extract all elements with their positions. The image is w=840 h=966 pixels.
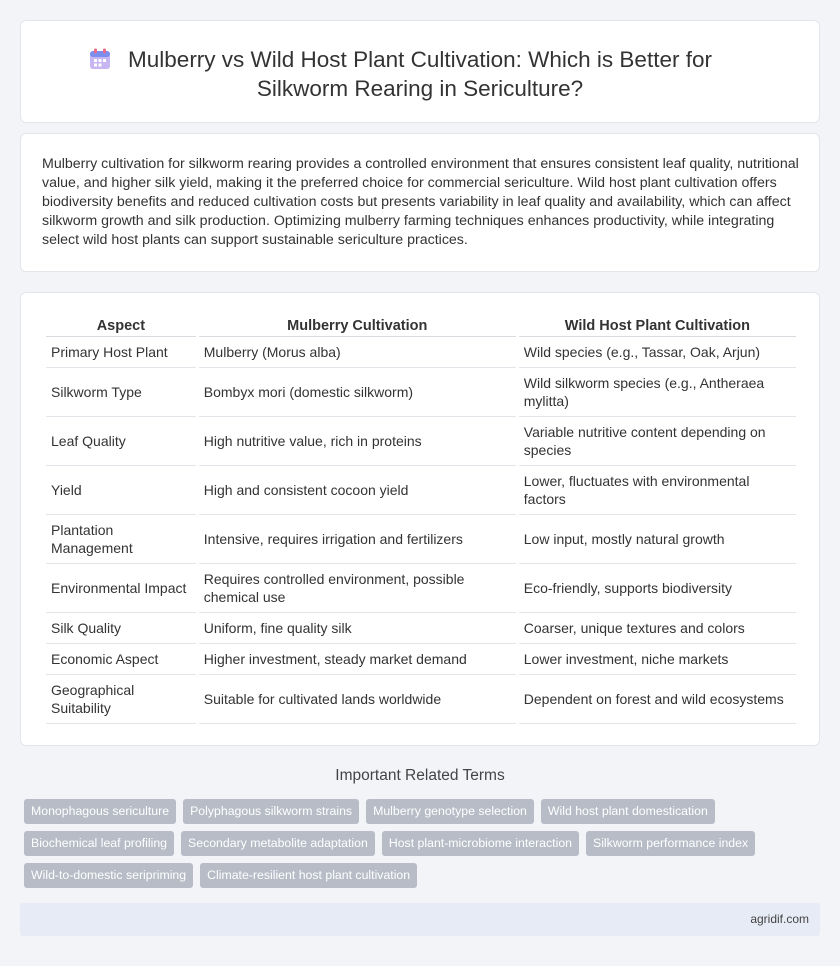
related-term-tag[interactable]: Host plant-microbiome interaction (382, 831, 579, 856)
related-terms-heading: Important Related Terms (335, 767, 505, 784)
table-cell-mulberry: Intensive, requires irrigation and fertilizers (199, 515, 516, 564)
table-header-row (46, 315, 796, 337)
table-row (46, 466, 796, 515)
table-cell-aspect: Environmental Impact (46, 564, 196, 613)
page-title-line-1: Mulberry vs Wild Host Plant Cultivation: Which is Better for (128, 47, 712, 72)
table-cell-aspect: Geographical Suitability (46, 675, 196, 724)
related-term-tag[interactable]: Polyphagous silkworm strains (183, 799, 359, 824)
table-cell-mulberry: High and consistent cocoon yield (199, 466, 516, 515)
table-cell-wild: Low input, mostly natural growth (519, 515, 796, 564)
table-cell-mulberry: Uniform, fine quality silk (199, 613, 516, 644)
table-cell-wild: Dependent on forest and wild ecosystems (519, 675, 796, 724)
table-cell-aspect: Silkworm Type (46, 368, 196, 417)
table-cell-wild: Coarser, unique textures and colors (519, 613, 796, 644)
page-title (128, 45, 712, 103)
title-card (20, 20, 820, 123)
table-row (46, 417, 796, 466)
related-term-tag[interactable]: Monophagous sericulture (24, 799, 176, 824)
table-cell-mulberry: High nutritive value, rich in proteins (199, 417, 516, 466)
table-row (46, 675, 796, 724)
table-cell-wild: Lower investment, niche markets (519, 644, 796, 675)
comparison-table (43, 315, 799, 724)
table-cell-aspect: Silk Quality (46, 613, 196, 644)
table-cell-mulberry: Higher investment, steady market demand (199, 644, 516, 675)
related-term-tag[interactable]: Mulberry genotype selection (366, 799, 534, 824)
related-term-tag[interactable]: Climate-resilient host plant cultivation (200, 863, 417, 888)
table-cell-wild: Wild species (e.g., Tassar, Oak, Arjun) (519, 337, 796, 368)
table-row (46, 644, 796, 675)
summary-text: Mulberry cultivation for silkworm rearing provides a controlled environment that ensures consistent leaf quality, nutritional value, and higher silk yield, making it the preferred choice for commercial sericulture. Wild host plant cultivation offers biodiversity benefits and reduced cultivation costs but presents variability in leaf quality and availability, which can affect silkworm growth and silk production. Optimizing mulberry farming techniques enhances productivity, while integrating select wild host plants can support sustainable sericulture practices. (42, 156, 799, 249)
table-cell-mulberry: Bombyx mori (domestic silkworm) (199, 368, 516, 417)
table-row (46, 564, 796, 613)
summary-card (20, 133, 820, 272)
footer (20, 903, 820, 936)
table-cell-aspect: Leaf Quality (46, 417, 196, 466)
table-cell-aspect: Economic Aspect (46, 644, 196, 675)
table-cell-aspect: Yield (46, 466, 196, 515)
table-cell-wild: Eco-friendly, supports biodiversity (519, 564, 796, 613)
related-terms-list (24, 799, 814, 895)
table-row (46, 515, 796, 564)
column-header: Wild Host Plant Cultivation (519, 315, 796, 337)
table-cell-mulberry: Mulberry (Morus alba) (199, 337, 516, 368)
related-term-tag[interactable]: Biochemical leaf profiling (24, 831, 174, 856)
column-header: Mulberry Cultivation (199, 315, 516, 337)
table-cell-aspect: Primary Host Plant (46, 337, 196, 368)
table-cell-mulberry: Requires controlled environment, possible chemical use (199, 564, 516, 613)
related-term-tag[interactable]: Wild-to-domestic seripriming (24, 863, 193, 888)
table-cell-mulberry: Suitable for cultivated lands worldwide (199, 675, 516, 724)
table-row (46, 368, 796, 417)
footer-site-link[interactable]: agridif.com (750, 912, 809, 926)
table-cell-wild: Variable nutritive content depending on species (519, 417, 796, 466)
column-header: Aspect (46, 315, 196, 337)
table-cell-wild: Wild silkworm species (e.g., Antheraea mylitta) (519, 368, 796, 417)
comparison-table-card (20, 292, 820, 746)
page-title-line-2: Silkworm Rearing in Sericulture? (256, 76, 584, 101)
table-row (46, 613, 796, 644)
related-term-tag[interactable]: Secondary metabolite adaptation (181, 831, 375, 856)
table-cell-aspect: Plantation Management (46, 515, 196, 564)
related-term-tag[interactable]: Wild host plant domestication (541, 799, 715, 824)
table-row (46, 337, 796, 368)
related-term-tag[interactable]: Silkworm performance index (586, 831, 755, 856)
table-cell-wild: Lower, fluctuates with environmental factors (519, 466, 796, 515)
